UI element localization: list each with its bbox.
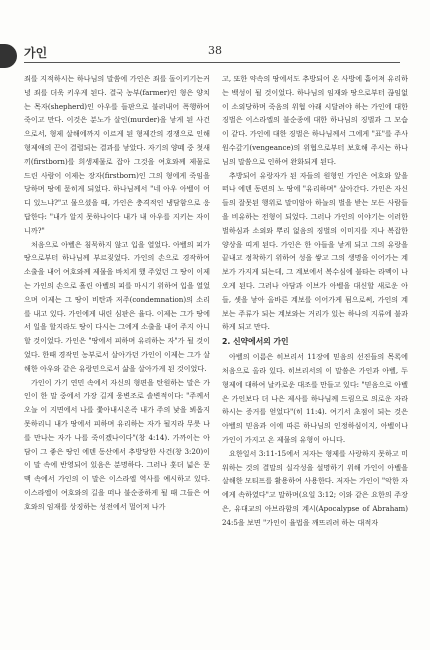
body-paragraph: 고, 또한 약속의 땅에서도 추방되어 온 사방에 흩어져 유리하는 백성이 될 것이었다. 하나님의 임재와 땅으로부터 끊임없이 소외당하며 죽음의 위협 아래 시달려야 하는 가인에 대한 징벌은 이스라엘의 불순종에 대한 하나님의 징벌과 그 모습이 같다. 가인에 대한 징벌은 하나님께서 그에게 "표"를 주사 원수갚기(vengeance)의 위협으로부터 보호해 주시는 하나님의 말씀으로 인하여 완화되게 된다. [222, 74, 408, 166]
body-paragraph: 가인이 가기 연민 속에서 자신의 형편을 탄원하는 말은 가인이 한 말 중에서 가장 길게 웅변조로 솔변적이다: "주께서 오늘 이 지면에서 나를 쫓아내시온즉 내가 주의 낯을 뵈옵지 못하리니 내가 땅에서 피하며 유리하는 자가 될지라 무릇 나를 만나는 자가 나를 죽이겠나이다"(창 4:14). 가까이는 아담이 그 좋은 땅인 에덴 동산에서 추방당한 사건(창 3:20)이 이 말 속에 반영되어 있음은 분명하다. 그러나 훗더 넓은 문맥 속에서 가인의 이 말은 이스라엘 역사를 예시하고 있다. 이스라엘이 여호와의 길을 떠나 불순종하게 될 때 그들은 여호와의 임재를 상징하는 성전에서 멀어져 나가 [24, 377, 210, 511]
right-column [222, 72, 408, 628]
header-rule [24, 62, 400, 63]
body-paragraph: 처음으로 아벨은 침묵하지 않고 입을 열었다. 아벨의 피가 땅으로부터 하나님께 부르짖었다. 가인의 손으로 경작하여 소출을 내어 여호와께 제물을 바치게 했 주었던 그 땅이 이제는 가인의 손으로 흘린 아벨의 피를 마시기 위하여 입을 열었으며 이제는 그 땅이 비탄과 저주(condemnation)의 소리를 내고 있다. 가인에게 내린 심판은 율다. 이제는 그가 땅에서 일을 할지라도 땅이 다시는 그에게 소출을 내어 주지 아니할 것이었다. 가인은 "땅에서 피하며 유리하는 자"가 될 것이었다. 한때 경작민 농부로서 살아가던 가인이 이제는 그가 살해한 아우와 같은 유랑민으로서 삶을 살아가게 된 것이었다. [24, 239, 210, 373]
body-paragraph: 추방되어 유랑자가 된 자들의 원형인 가인은 여호와 앞을 떠나 에덴 동편의 노 땅에 "유리하며" 살아간다. 가인은 자신들의 잘못된 행위로 말미암아 하늘의 벌을 받는 모든 사람들을 비유하는 전형이 되었다. 그러나 가인의 이야기는 이러한 벌하심과 소외와 뿌리 없음의 징벌의 이미지를 지나 복잡한 양상을 띠게 된다. 가인은 한 아들을 낳게 되고 그의 유랑을 끝내고 정착하기 위하여 성을 쌓고 그의 생명을 이어가는 계보가 가지게 되는데, 그 계보에서 복수심에 불타는 라멕이 나오게 된다. 그러나 아담과 이브가 아벨을 대신할 새로운 아들, 셋을 낳아 올바른 계보를 이어가게 됨으로써, 가인의 계보는 주류가 되는 계보와는 거리가 있는 하나의 지류에 불과하게 되고 만다. [222, 170, 408, 332]
body-paragraph: 죄를 지적하시는 하나님의 말씀에 가인은 죄를 돌이키기는커녕 죄를 더욱 키우게 된다. 결국 농부(farmer)인 형은 양치는 목자(shepherd)인 아우를 들판으로 불러내어 폭행하여 죽이고 만다. 이것은 분노가 살인(murder)을 낳게 된 사건으로서, 형제 살해에까지 이르게 된 형제간의 경쟁으로 인해 형제애의 끈이 결렬되는 결과를 낳았다. 자기의 양떼 중 첫새끼(firstborn)를 희생제물로 잡아 그것을 여호와께 제물로 드린 사람이 이제는 장자(firstborn)인 그의 형에게 죽임을 당하며 땅에 묻히게 되었다. 하나님께서 "네 아우 아벨이 어디 있느냐?"고 물으셨을 때, 가인은 충격적인 냉담함으로 응답한다: "내가 알지 못하나이다 내가 내 아우를 지키는 자이니까?" [24, 74, 210, 235]
body-paragraph: 아벨의 이름은 히브리서 11장에 믿음의 선진들의 목록에 처음으로 올라 있다. 히브리서의 이 말씀은 가인과 아벨, 두 형제에 대하여 날카로운 대조를 만들고 있다: "믿음으로 아벨은 가인보다 더 나은 제사를 하나님께 드림으로 의로운 자라 하시는 증거를 얻었다"(히 11:4). 여기서 초점이 되는 것은 아벨의 믿음과 이에 따른 하나님의 인정하심이지, 아벨이나 가인이 가지고 온 제물의 유형이 아니다. [222, 352, 408, 444]
page-number: 38 [208, 44, 222, 57]
body-paragraph: 요한일서 3:11-15에서 저자는 형제를 사랑하지 못하고 미워하는 것의 결말의 실각성을 설명하기 위해 가인이 아벨을 살해한 모티프를 활용하여 사용한다. 저자는 가인이 "악한 자에게 속하였다"고 말하며(요일 3:12; 이와 같은 요한의 주장은, 유대교의 아브라함의 계시(Apocalypse of Abraham) 24:5을 보면 "가인이 율법을 깨뜨리려 하는 대적자 [222, 448, 408, 527]
section-title: 가인 [24, 46, 48, 60]
left-column [24, 72, 210, 628]
subheading: 2. 신약에서의 가인 [222, 337, 289, 347]
